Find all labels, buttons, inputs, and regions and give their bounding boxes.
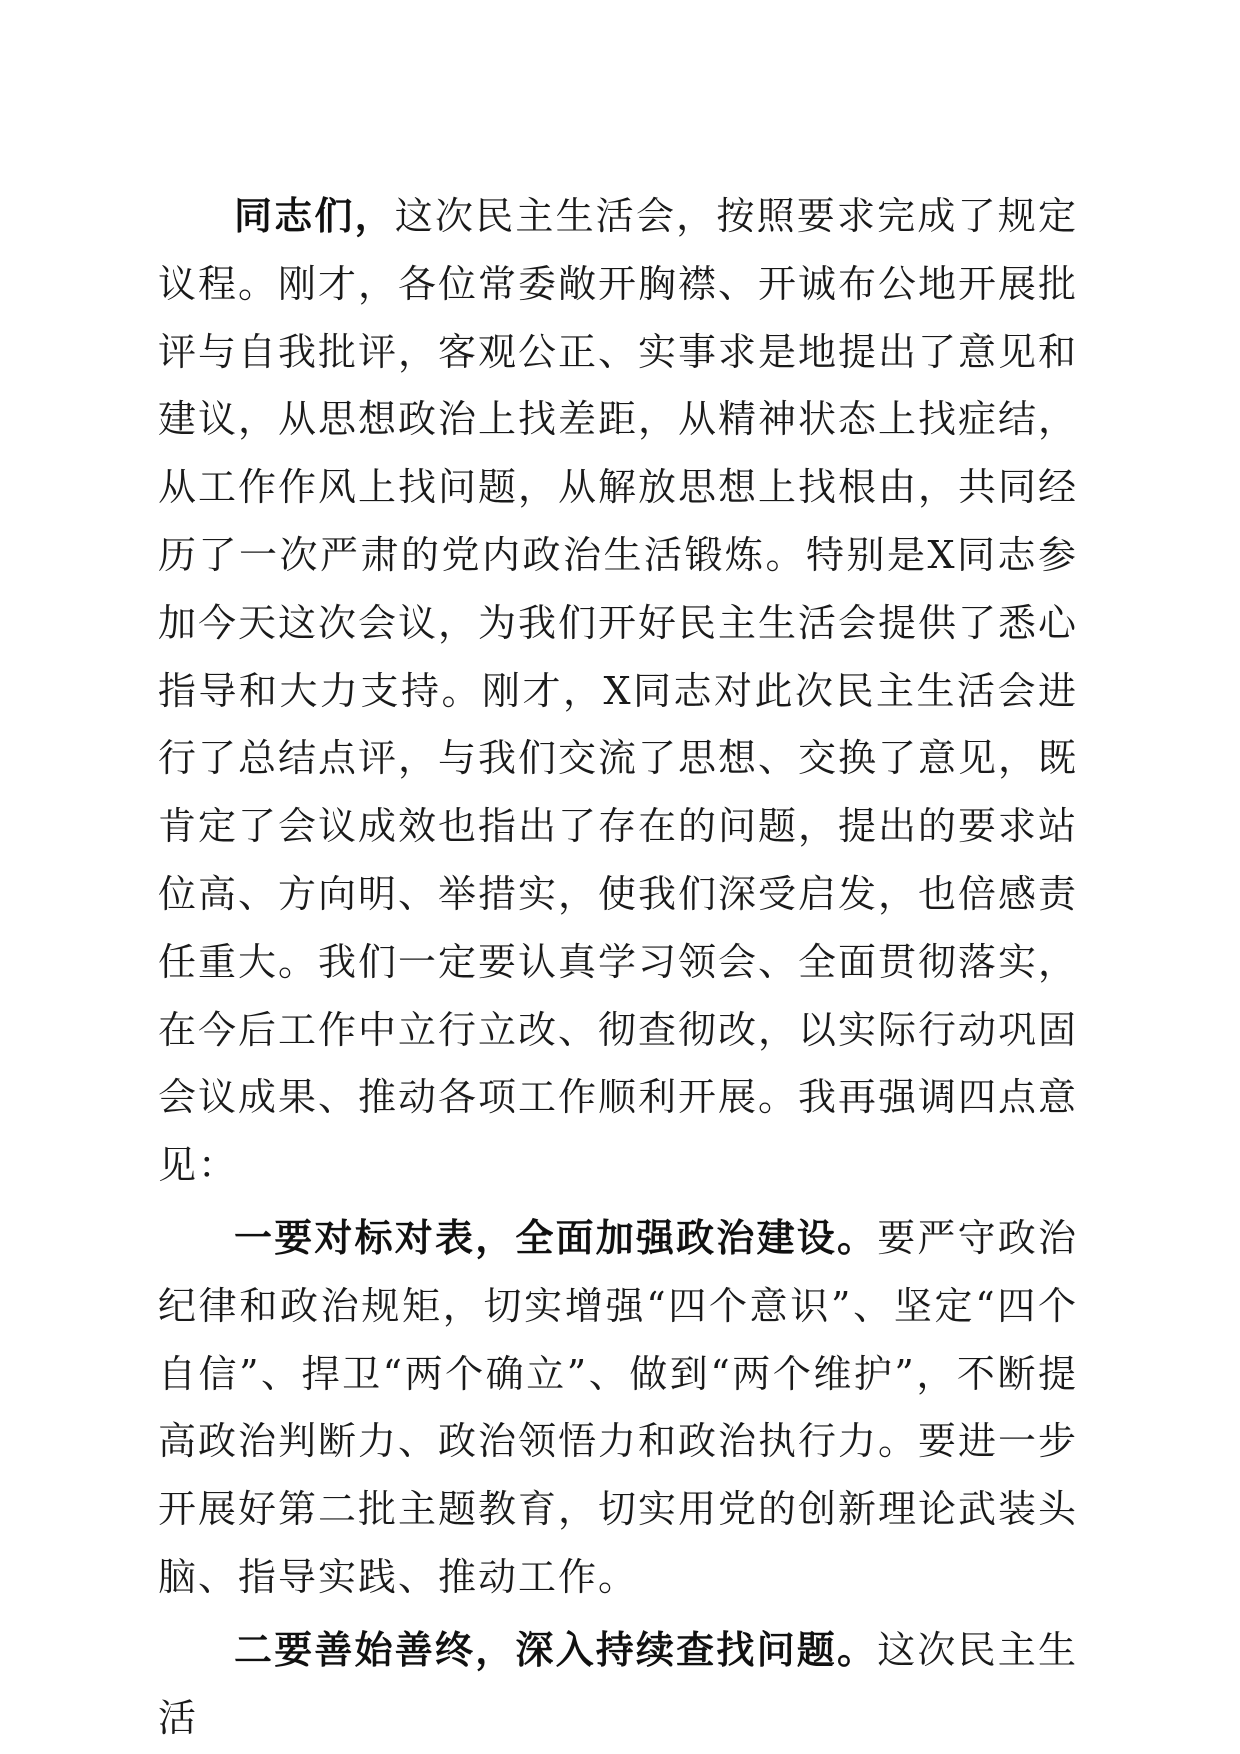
speech-text: [158, 183, 1078, 1752]
paragraph-opening: [158, 183, 1078, 1200]
paragraph-body: 这次民主生活会，按照要求完成了规定议程。刚才，各位常委敞开胸襟、开诚布公地开展批评与自我批评，客观公正、实事求是地提出了意见和建议，从思想政治上找差距，从精神状态上找症结，从工作作风上找问题，从解放思想上找根由，共同经历了一次严肃的党内政治生活锻炼。特别是X同志参加今天这次会议，为我们开好民主生活会提供了悉心指导和大力支持。刚才，X同志对此次民主生活会进行了总结点评，与我们交流了思想、交换了意见，既肯定了会议成效也指出了存在的问题，提出的要求站位高、方向明、举措实，使我们深受启发，也倍感责任重大。我们一定要认真学习领会、全面贯彻落实，在今后工作中立行立改、彻查彻改，以实际行动巩固会议成果、推动各项工作顺利开展。我再强调四点意见：: [158, 194, 1079, 1188]
paragraph-body: 这次民主生活: [158, 1627, 1078, 1740]
paragraph-point-one: [158, 1205, 1078, 1612]
paragraph-body: 要严守政治纪律和政治规矩，切实增强“四个意识”、坚定“四个自信”、捍卫“两个确立”、做到“两个维护”，不断提高政治判断力、政治领悟力和政治执行力。要进一步开展好第二批主题教育，切实用党的创新理论武装头脑、指导实践、推动工作。: [158, 1215, 1079, 1599]
paragraph-lead: 一要对标对表，全面加强政治建设。: [234, 1215, 878, 1260]
paragraph-point-two: [158, 1617, 1078, 1753]
paragraph-lead: 同志们，: [234, 194, 395, 238]
paragraph-lead: 二要善始善终，深入持续查找问题。: [234, 1627, 878, 1672]
